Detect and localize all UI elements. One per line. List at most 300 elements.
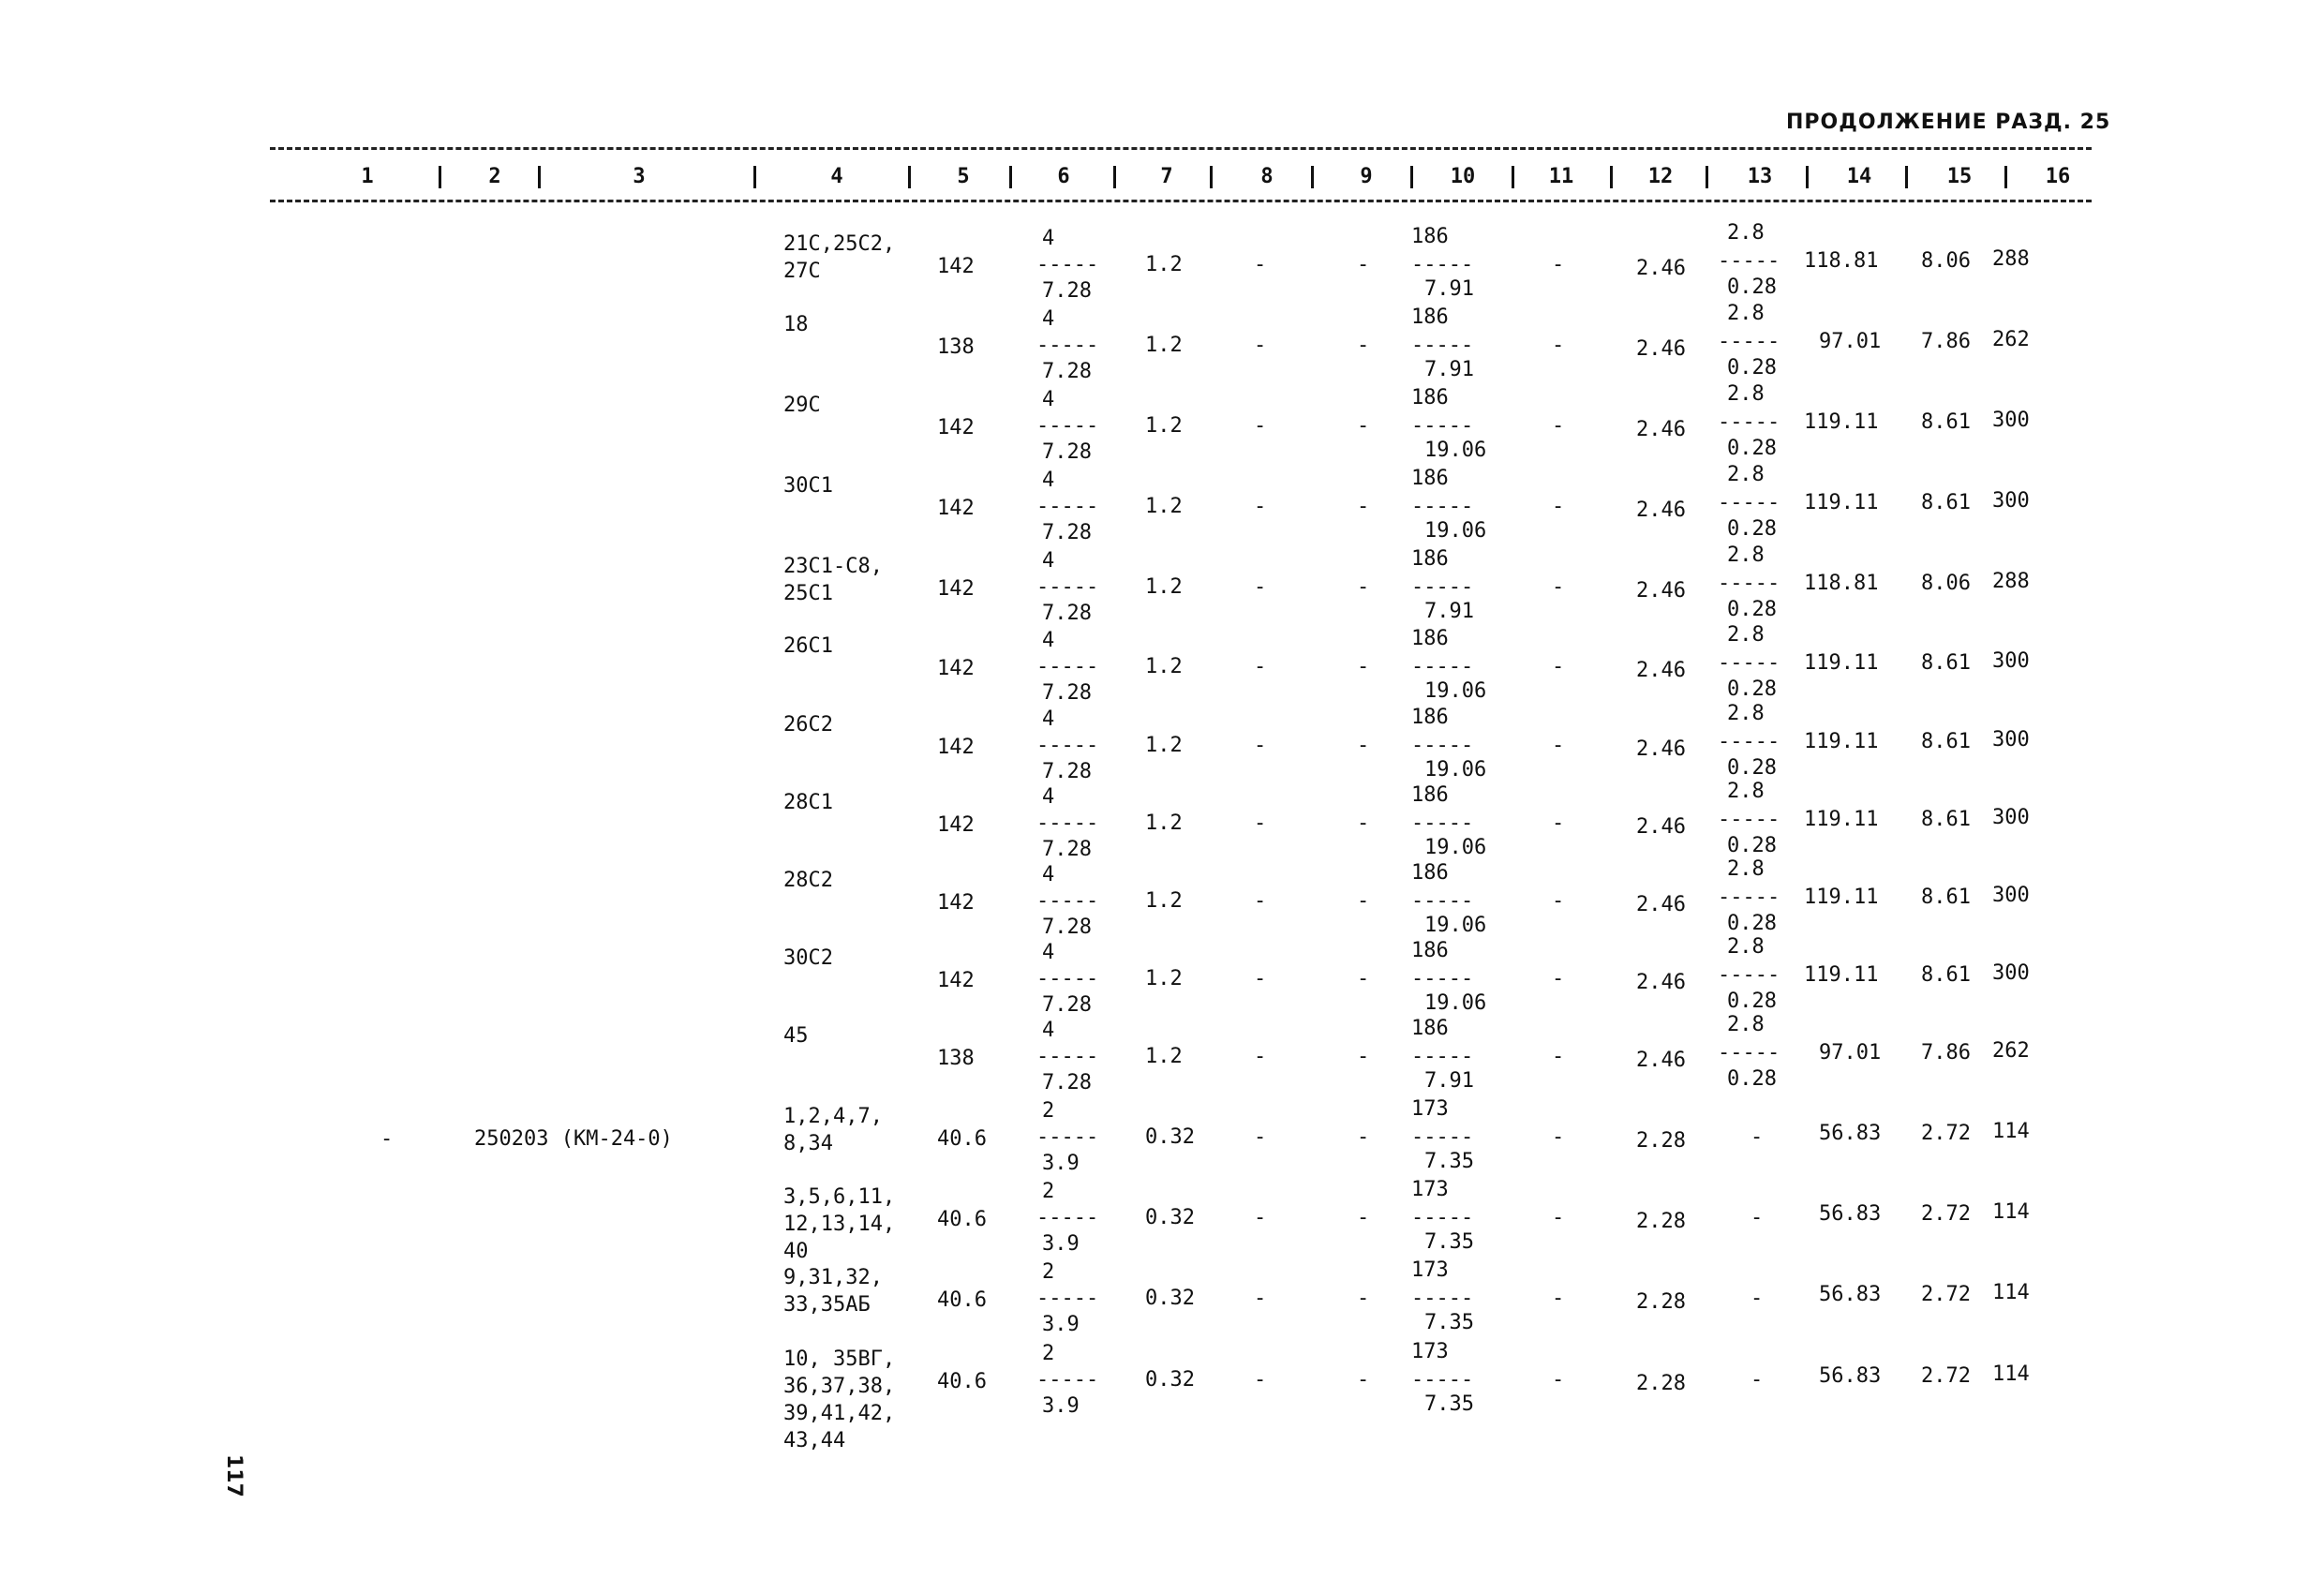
cell-col16: 300 xyxy=(1992,806,2030,829)
cell-col10-denominator: 7.35 xyxy=(1424,1392,1474,1416)
cell-col11: - xyxy=(1552,253,1565,276)
cell-col16: 300 xyxy=(1992,409,2030,432)
cell-col6-bar: ----- xyxy=(1036,889,1099,913)
cell-positions: 45 xyxy=(783,1024,809,1048)
cell-col13-numerator: 2.8 xyxy=(1727,935,1765,959)
cell-col7: 1.2 xyxy=(1145,889,1183,913)
cell-col5: 40.6 xyxy=(937,1288,987,1312)
cell-col6-numerator: 2 xyxy=(1042,1342,1055,1365)
cell-col11: - xyxy=(1552,655,1565,678)
cell-col15: 8.06 xyxy=(1921,572,1971,595)
cell-positions: 39,41,42, xyxy=(783,1402,896,1425)
cell-col16: 300 xyxy=(1992,489,2030,513)
cell-col15: 2.72 xyxy=(1921,1283,1971,1306)
cell-col11: - xyxy=(1552,734,1565,757)
cell-col6-bar: ----- xyxy=(1036,495,1099,518)
cell-col12: 2.46 xyxy=(1636,893,1686,916)
cell-col7: 0.32 xyxy=(1145,1125,1195,1149)
column-header-7: 7 xyxy=(1160,165,1173,188)
cell-positions: 33,35АБ xyxy=(783,1293,871,1317)
cell-col12: 2.46 xyxy=(1636,737,1686,761)
cell-col14: 118.81 xyxy=(1804,249,1879,273)
cell-col15: 8.61 xyxy=(1921,491,1971,514)
cell-col13-numerator: 2.8 xyxy=(1727,780,1765,803)
cell-col10-numerator: 186 xyxy=(1411,225,1449,248)
cell-col6-numerator: 4 xyxy=(1042,707,1055,731)
cell-col8: - xyxy=(1254,1368,1267,1392)
cell-col9: - xyxy=(1357,253,1370,276)
cell-col10-numerator: 186 xyxy=(1411,627,1449,650)
cell-col6-numerator: 4 xyxy=(1042,469,1055,492)
cell-col10-bar: ----- xyxy=(1411,334,1474,357)
cell-col6-denominator: 7.28 xyxy=(1042,760,1092,783)
cell-col5: 142 xyxy=(937,969,975,992)
cell-col12: 2.46 xyxy=(1636,337,1686,361)
column-separator xyxy=(1113,166,1116,188)
cell-col15: 8.61 xyxy=(1921,730,1971,753)
cell-col5: 40.6 xyxy=(937,1370,987,1393)
cell-col10-numerator: 173 xyxy=(1411,1258,1449,1282)
cell-col11: - xyxy=(1552,334,1565,357)
column-header-5: 5 xyxy=(957,165,970,188)
cell-col10-bar: ----- xyxy=(1411,734,1474,757)
header-top-rule xyxy=(270,147,2092,150)
cell-col10-bar: ----- xyxy=(1411,1206,1474,1229)
cell-col12: 2.28 xyxy=(1636,1129,1686,1153)
column-separator xyxy=(439,166,441,188)
cell-col7: 0.32 xyxy=(1145,1206,1195,1229)
column-separator xyxy=(1706,166,1708,188)
cell-col7: 1.2 xyxy=(1145,734,1183,757)
cell-col13-numerator: 2.8 xyxy=(1727,623,1765,647)
cell-col6-denominator: 7.28 xyxy=(1042,602,1092,625)
column-separator xyxy=(753,166,756,188)
cell-col13: - xyxy=(1750,1125,1764,1149)
cell-col10-bar: ----- xyxy=(1411,655,1474,678)
cell-col9: - xyxy=(1357,1125,1370,1149)
cell-positions: 43,44 xyxy=(783,1429,846,1452)
cell-col11: - xyxy=(1552,495,1565,518)
cell-col9: - xyxy=(1357,1287,1370,1310)
cell-col11: - xyxy=(1552,967,1565,990)
column-separator xyxy=(1410,166,1413,188)
column-header-1: 1 xyxy=(361,165,374,188)
column-header-14: 14 xyxy=(1846,165,1872,188)
cell-col14: 56.83 xyxy=(1819,1202,1882,1226)
column-separator xyxy=(1311,166,1314,188)
cell-col14: 119.11 xyxy=(1804,730,1879,753)
cell-col14: 119.11 xyxy=(1804,808,1879,831)
cell-positions: 10, 35ВГ, xyxy=(783,1347,896,1371)
cell-equipment-code: 250203 (КМ-24-0) xyxy=(474,1127,673,1151)
cell-col15: 2.72 xyxy=(1921,1122,1971,1145)
cell-positions: 28С1 xyxy=(783,791,833,814)
cell-col13-numerator: 2.8 xyxy=(1727,1013,1765,1036)
cell-col11: - xyxy=(1552,414,1565,438)
cell-col9: - xyxy=(1357,414,1370,438)
cell-col13: - xyxy=(1750,1368,1764,1392)
cell-col6-bar: ----- xyxy=(1036,1287,1099,1310)
cell-col8: - xyxy=(1254,1206,1267,1229)
cell-col12: 2.46 xyxy=(1636,418,1686,441)
cell-col11: - xyxy=(1552,1368,1565,1392)
cell-col9: - xyxy=(1357,889,1370,913)
cell-col10-bar: ----- xyxy=(1411,1368,1474,1392)
cell-positions: 30С1 xyxy=(783,474,833,498)
cell-col13: - xyxy=(1750,1206,1764,1229)
cell-col13-bar: ----- xyxy=(1718,1041,1780,1064)
cell-col6-denominator: 3.9 xyxy=(1042,1232,1080,1256)
cell-col5: 142 xyxy=(937,416,975,439)
cell-col13-numerator: 2.8 xyxy=(1727,382,1765,406)
cell-positions: 21С,25С2, xyxy=(783,232,896,256)
cell-col6-numerator: 2 xyxy=(1042,1099,1055,1123)
cell-col10-denominator: 19.06 xyxy=(1424,914,1487,937)
cell-col16: 300 xyxy=(1992,961,2030,985)
cell-col10-numerator: 173 xyxy=(1411,1178,1449,1201)
cell-col6-numerator: 4 xyxy=(1042,629,1055,652)
cell-col11: - xyxy=(1552,1125,1565,1149)
cell-col11: - xyxy=(1552,1206,1565,1229)
cell-positions: 9,31,32, xyxy=(783,1266,883,1289)
cell-col12: 2.28 xyxy=(1636,1210,1686,1233)
cell-col6-bar: ----- xyxy=(1036,575,1099,599)
cell-col9: - xyxy=(1357,655,1370,678)
cell-col10-numerator: 186 xyxy=(1411,939,1449,962)
column-header-9: 9 xyxy=(1360,165,1373,188)
cell-col5: 138 xyxy=(937,335,975,359)
cell-col6-numerator: 4 xyxy=(1042,388,1055,411)
cell-col16: 114 xyxy=(1992,1362,2030,1386)
cell-col13: - xyxy=(1750,1287,1764,1310)
cell-col13-denominator: 0.28 xyxy=(1727,1067,1777,1091)
cell-positions: 28С2 xyxy=(783,869,833,892)
cell-col13-bar: ----- xyxy=(1718,730,1780,753)
cell-col13-bar: ----- xyxy=(1718,491,1780,514)
cell-col13-denominator: 0.28 xyxy=(1727,437,1777,460)
cell-col7: 1.2 xyxy=(1145,334,1183,357)
cell-col15: 8.61 xyxy=(1921,808,1971,831)
cell-positions: 26С2 xyxy=(783,713,833,737)
cell-col6-numerator: 4 xyxy=(1042,941,1055,964)
cell-col10-denominator: 19.06 xyxy=(1424,519,1487,543)
cell-col10-denominator: 7.91 xyxy=(1424,358,1474,381)
cell-col9: - xyxy=(1357,1206,1370,1229)
column-separator xyxy=(1210,166,1213,188)
cell-col5: 142 xyxy=(937,891,975,915)
cell-col6-denominator: 7.28 xyxy=(1042,993,1092,1017)
cell-col9: - xyxy=(1357,734,1370,757)
column-header-13: 13 xyxy=(1747,165,1773,188)
column-separator xyxy=(1806,166,1809,188)
cell-col16: 114 xyxy=(1992,1200,2030,1224)
cell-col16: 114 xyxy=(1992,1120,2030,1143)
cell-col6-denominator: 7.28 xyxy=(1042,681,1092,705)
cell-col10-denominator: 7.35 xyxy=(1424,1230,1474,1254)
cell-col15: 8.61 xyxy=(1921,651,1971,675)
cell-col14: 118.81 xyxy=(1804,572,1879,595)
cell-col10-bar: ----- xyxy=(1411,811,1474,835)
cell-col15: 2.72 xyxy=(1921,1202,1971,1226)
cell-col14: 97.01 xyxy=(1819,330,1882,353)
cell-col13-denominator: 0.28 xyxy=(1727,677,1777,701)
cell-col6-bar: ----- xyxy=(1036,334,1099,357)
cell-col11: - xyxy=(1552,811,1565,835)
column-separator xyxy=(1009,166,1012,188)
cell-col13-denominator: 0.28 xyxy=(1727,517,1777,541)
cell-col9: - xyxy=(1357,575,1370,599)
cell-col8: - xyxy=(1254,967,1267,990)
cell-col10-numerator: 186 xyxy=(1411,783,1449,807)
cell-col16: 262 xyxy=(1992,328,2030,351)
cell-col5: 142 xyxy=(937,813,975,837)
cell-col5: 40.6 xyxy=(937,1208,987,1231)
cell-col10-numerator: 186 xyxy=(1411,1017,1449,1040)
cell-col9: - xyxy=(1357,811,1370,835)
column-separator xyxy=(2004,166,2007,188)
cell-col7: 0.32 xyxy=(1145,1287,1195,1310)
cell-col10-bar: ----- xyxy=(1411,967,1474,990)
cell-col10-denominator: 19.06 xyxy=(1424,991,1487,1015)
cell-col7: 1.2 xyxy=(1145,575,1183,599)
cell-col11: - xyxy=(1552,1287,1565,1310)
cell-col10-denominator: 7.91 xyxy=(1424,1069,1474,1093)
cell-col6-bar: ----- xyxy=(1036,811,1099,835)
cell-col16: 300 xyxy=(1992,728,2030,752)
cell-col8: - xyxy=(1254,655,1267,678)
cell-col6-numerator: 4 xyxy=(1042,785,1055,809)
cell-col12: 2.28 xyxy=(1636,1290,1686,1314)
cell-col9: - xyxy=(1357,1045,1370,1068)
cell-col9: - xyxy=(1357,1368,1370,1392)
cell-col5: 142 xyxy=(937,255,975,278)
cell-col13-bar: ----- xyxy=(1718,886,1780,909)
cell-col5: 40.6 xyxy=(937,1127,987,1151)
cell-col10-bar: ----- xyxy=(1411,575,1474,599)
column-header-10: 10 xyxy=(1450,165,1476,188)
cell-col13-numerator: 2.8 xyxy=(1727,463,1765,486)
cell-col15: 8.61 xyxy=(1921,963,1971,987)
cell-col5: 142 xyxy=(937,657,975,680)
cell-col13-denominator: 0.28 xyxy=(1727,990,1777,1013)
cell-col16: 300 xyxy=(1992,884,2030,907)
cell-col14: 56.83 xyxy=(1819,1364,1882,1388)
cell-col7: 1.2 xyxy=(1145,253,1183,276)
cell-col14: 56.83 xyxy=(1819,1122,1882,1145)
cell-positions: 3,5,6,11, xyxy=(783,1185,896,1209)
cell-col2: - xyxy=(380,1127,394,1151)
cell-col10-bar: ----- xyxy=(1411,495,1474,518)
cell-positions: 23С1-С8, xyxy=(783,555,883,578)
cell-positions: 8,34 xyxy=(783,1132,833,1155)
cell-col10-denominator: 7.91 xyxy=(1424,277,1474,301)
cell-positions: 18 xyxy=(783,313,809,336)
cell-col14: 119.11 xyxy=(1804,651,1879,675)
cell-col10-numerator: 186 xyxy=(1411,305,1449,329)
cell-col6-numerator: 4 xyxy=(1042,549,1055,573)
cell-positions: 1,2,4,7, xyxy=(783,1105,883,1128)
cell-col12: 2.46 xyxy=(1636,257,1686,280)
cell-col6-denominator: 3.9 xyxy=(1042,1313,1080,1336)
cell-col6-bar: ----- xyxy=(1036,1045,1099,1068)
column-header-4: 4 xyxy=(830,165,843,188)
cell-positions: 25С1 xyxy=(783,582,833,605)
cell-col6-denominator: 3.9 xyxy=(1042,1394,1080,1418)
cell-col6-numerator: 4 xyxy=(1042,227,1055,250)
cell-col12: 2.46 xyxy=(1636,659,1686,682)
column-header-2: 2 xyxy=(488,165,501,188)
column-separator xyxy=(1512,166,1514,188)
cell-col10-numerator: 186 xyxy=(1411,547,1449,571)
cell-col7: 1.2 xyxy=(1145,811,1183,835)
cell-positions: 29С xyxy=(783,394,821,417)
cell-col13-denominator: 0.28 xyxy=(1727,356,1777,380)
cell-col6-denominator: 7.28 xyxy=(1042,279,1092,303)
cell-col6-numerator: 4 xyxy=(1042,307,1055,331)
cell-col6-bar: ----- xyxy=(1036,1206,1099,1229)
cell-col10-bar: ----- xyxy=(1411,253,1474,276)
cell-col12: 2.28 xyxy=(1636,1372,1686,1395)
cell-col5: 142 xyxy=(937,736,975,759)
column-header-16: 16 xyxy=(2045,165,2071,188)
cell-col10-denominator: 7.35 xyxy=(1424,1150,1474,1173)
cell-col12: 2.46 xyxy=(1636,579,1686,603)
cell-col8: - xyxy=(1254,889,1267,913)
cell-col6-bar: ----- xyxy=(1036,1368,1099,1392)
cell-col6-numerator: 2 xyxy=(1042,1260,1055,1284)
cell-col15: 8.61 xyxy=(1921,886,1971,909)
cell-col10-denominator: 19.06 xyxy=(1424,836,1487,859)
cell-col8: - xyxy=(1254,334,1267,357)
column-separator xyxy=(538,166,541,188)
cell-col13-bar: ----- xyxy=(1718,572,1780,595)
cell-col7: 1.2 xyxy=(1145,495,1183,518)
header-bottom-rule xyxy=(270,200,2092,202)
cell-col10-bar: ----- xyxy=(1411,889,1474,913)
column-header-6: 6 xyxy=(1057,165,1070,188)
cell-col13-numerator: 2.8 xyxy=(1727,857,1765,881)
column-header-11: 11 xyxy=(1548,165,1574,188)
cell-col15: 7.86 xyxy=(1921,1041,1971,1064)
cell-col7: 1.2 xyxy=(1145,414,1183,438)
cell-col11: - xyxy=(1552,889,1565,913)
cell-col10-bar: ----- xyxy=(1411,1125,1474,1149)
cell-col13-numerator: 2.8 xyxy=(1727,543,1765,567)
cell-col13-bar: ----- xyxy=(1718,330,1780,353)
cell-col5: 138 xyxy=(937,1047,975,1070)
cell-col9: - xyxy=(1357,334,1370,357)
cell-col13-denominator: 0.28 xyxy=(1727,756,1777,780)
cell-col10-numerator: 186 xyxy=(1411,467,1449,490)
cell-col13-denominator: 0.28 xyxy=(1727,598,1777,621)
cell-col15: 8.61 xyxy=(1921,410,1971,434)
cell-col7: 1.2 xyxy=(1145,967,1183,990)
cell-col11: - xyxy=(1552,1045,1565,1068)
cell-col8: - xyxy=(1254,414,1267,438)
cell-col10-numerator: 173 xyxy=(1411,1097,1449,1121)
cell-col12: 2.46 xyxy=(1636,499,1686,522)
cell-col10-denominator: 7.35 xyxy=(1424,1311,1474,1334)
cell-col13-bar: ----- xyxy=(1718,651,1780,675)
cell-col9: - xyxy=(1357,495,1370,518)
cell-col6-numerator: 4 xyxy=(1042,863,1055,886)
page-number: 117 xyxy=(222,1454,246,1497)
cell-col5: 142 xyxy=(937,497,975,520)
cell-col14: 119.11 xyxy=(1804,410,1879,434)
cell-col13-numerator: 2.8 xyxy=(1727,702,1765,725)
cell-col8: - xyxy=(1254,253,1267,276)
cell-col6-bar: ----- xyxy=(1036,253,1099,276)
cell-col13-numerator: 2.8 xyxy=(1727,221,1765,245)
cell-col8: - xyxy=(1254,811,1267,835)
cell-col8: - xyxy=(1254,734,1267,757)
cell-col13-bar: ----- xyxy=(1718,808,1780,831)
cell-col14: 119.11 xyxy=(1804,491,1879,514)
cell-col10-numerator: 186 xyxy=(1411,706,1449,729)
cell-col7: 1.2 xyxy=(1145,1045,1183,1068)
cell-col8: - xyxy=(1254,1045,1267,1068)
cell-col6-numerator: 4 xyxy=(1042,1019,1055,1042)
cell-col14: 119.11 xyxy=(1804,886,1879,909)
cell-col10-numerator: 173 xyxy=(1411,1340,1449,1363)
cell-col6-numerator: 2 xyxy=(1042,1180,1055,1203)
section-title: ПРОДОЛЖЕНИЕ РАЗД. 25 xyxy=(1786,111,2111,134)
cell-col10-denominator: 19.06 xyxy=(1424,679,1487,703)
cell-col12: 2.46 xyxy=(1636,815,1686,839)
cell-col8: - xyxy=(1254,1125,1267,1149)
cell-col5: 142 xyxy=(937,577,975,601)
column-header-12: 12 xyxy=(1647,165,1674,188)
column-header-8: 8 xyxy=(1260,165,1274,188)
cell-positions: 12,13,14, xyxy=(783,1213,896,1236)
column-header-15: 15 xyxy=(1946,165,1973,188)
cell-col6-bar: ----- xyxy=(1036,734,1099,757)
cell-col6-denominator: 7.28 xyxy=(1042,916,1092,939)
cell-col6-bar: ----- xyxy=(1036,1125,1099,1149)
cell-col8: - xyxy=(1254,575,1267,599)
cell-col10-denominator: 19.06 xyxy=(1424,439,1487,462)
cell-col15: 8.06 xyxy=(1921,249,1971,273)
cell-col6-denominator: 3.9 xyxy=(1042,1152,1080,1175)
cell-col6-bar: ----- xyxy=(1036,414,1099,438)
cell-col8: - xyxy=(1254,495,1267,518)
cell-col13-bar: ----- xyxy=(1718,249,1780,273)
cell-col6-bar: ----- xyxy=(1036,967,1099,990)
cell-col12: 2.46 xyxy=(1636,971,1686,994)
cell-col7: 1.2 xyxy=(1145,655,1183,678)
cell-col7: 0.32 xyxy=(1145,1368,1195,1392)
cell-positions: 40 xyxy=(783,1240,809,1263)
cell-positions: 30С2 xyxy=(783,946,833,970)
cell-col6-denominator: 7.28 xyxy=(1042,360,1092,383)
cell-col13-denominator: 0.28 xyxy=(1727,275,1777,299)
cell-col10-numerator: 186 xyxy=(1411,386,1449,409)
column-separator xyxy=(908,166,911,188)
cell-col13-bar: ----- xyxy=(1718,410,1780,434)
column-header-3: 3 xyxy=(633,165,646,188)
cell-col13-denominator: 0.28 xyxy=(1727,912,1777,935)
cell-positions: 27С xyxy=(783,260,821,283)
column-separator xyxy=(1610,166,1613,188)
cell-col12: 2.46 xyxy=(1636,1049,1686,1072)
cell-col11: - xyxy=(1552,575,1565,599)
cell-col14: 97.01 xyxy=(1819,1041,1882,1064)
cell-col16: 288 xyxy=(1992,570,2030,593)
cell-col13-bar: ----- xyxy=(1718,963,1780,987)
cell-col10-bar: ----- xyxy=(1411,1045,1474,1068)
cell-positions: 36,37,38, xyxy=(783,1375,896,1398)
cell-col6-denominator: 7.28 xyxy=(1042,521,1092,544)
